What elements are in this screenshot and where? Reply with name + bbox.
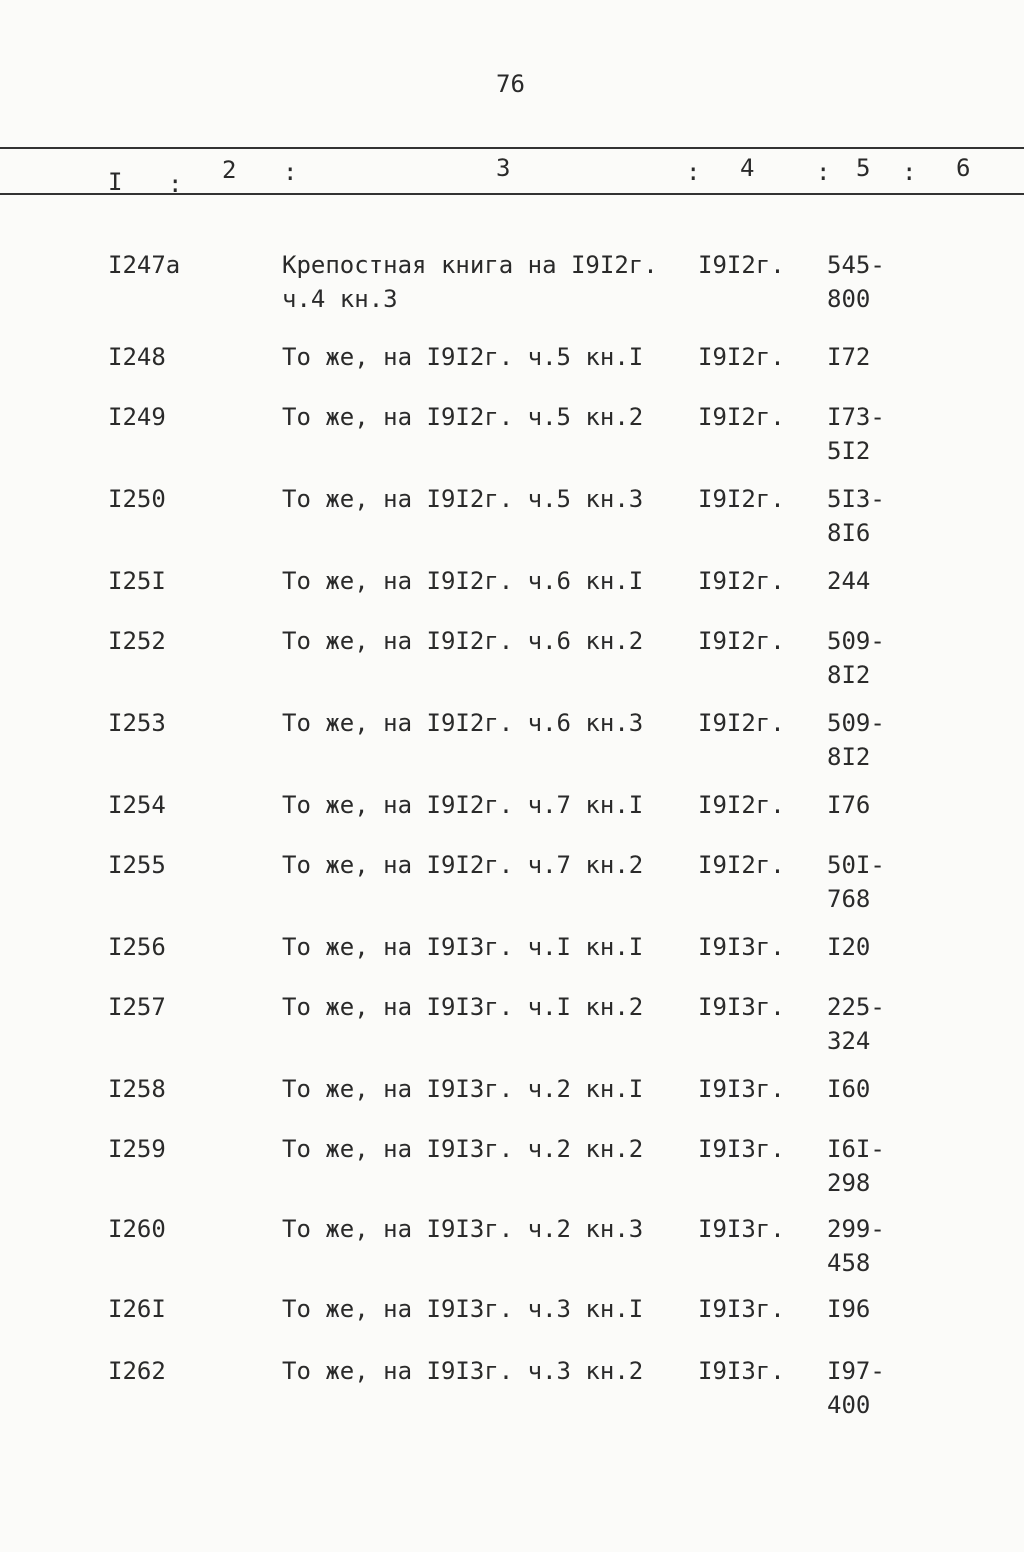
record-pages-line: 299- — [827, 1215, 885, 1243]
record-title-line: То же, на I9I2г. ч.6 кн.3 — [282, 709, 644, 737]
record-date: I9I3г. — [698, 1215, 785, 1243]
record-title-line: То же, на I9I3г. ч.2 кн.2 — [282, 1135, 644, 1163]
record-pages-line: I96 — [827, 1295, 871, 1323]
page-number: 76 — [496, 70, 525, 98]
record-pages-line: 8I6 — [827, 519, 871, 547]
record-pages — [827, 848, 885, 916]
record-pages-line: 458 — [827, 1249, 871, 1277]
record-pages-line: 509- — [827, 709, 885, 737]
record-pages-line: 509- — [827, 627, 885, 655]
header-separator: : — [816, 158, 831, 186]
record-title-line: То же, на I9I2г. ч.7 кн.I — [282, 791, 644, 819]
record-pages — [827, 482, 885, 550]
header-separator: : — [168, 170, 183, 198]
record-title-line: То же, на I9I2г. ч.5 кн.3 — [282, 485, 644, 513]
record-date: I9I2г. — [698, 251, 785, 279]
record-pages-line: 5I3- — [827, 485, 885, 513]
record-title-line: То же, на I9I2г. ч.5 кн.I — [282, 343, 644, 371]
record-title — [282, 400, 643, 434]
record-number: I25I — [108, 567, 166, 595]
record-number: I253 — [108, 709, 166, 737]
record-title-line: То же, на I9I3г. ч.3 кн.2 — [282, 1357, 644, 1385]
header-col-2: 2 — [222, 156, 237, 184]
record-pages-line: 545- — [827, 251, 885, 279]
record-pages-line: 8I2 — [827, 661, 871, 689]
header-col-5: 5 — [856, 154, 871, 182]
record-title-line: Крепостная книга на I9I2г. — [282, 251, 658, 279]
record-title-line: То же, на I9I3г. ч.2 кн.I — [282, 1075, 644, 1103]
record-title — [282, 1212, 643, 1246]
record-title — [282, 624, 643, 658]
record-date: I9I2г. — [698, 627, 785, 655]
record-title-line: То же, на I9I2г. ч.7 кн.2 — [282, 851, 644, 879]
record-number: I248 — [108, 343, 166, 371]
record-title — [282, 1072, 643, 1106]
record-date: I9I2г. — [698, 851, 785, 879]
record-pages — [827, 1292, 870, 1326]
record-title — [282, 1354, 643, 1388]
record-pages — [827, 1072, 870, 1106]
record-date: I9I2г. — [698, 343, 785, 371]
record-title — [282, 1132, 643, 1166]
record-pages-line: 768 — [827, 885, 871, 913]
record-date: I9I3г. — [698, 1357, 785, 1385]
header-separator: : — [686, 158, 701, 186]
record-pages — [827, 706, 885, 774]
header-col-3: 3 — [496, 154, 511, 182]
record-pages — [827, 1354, 885, 1422]
record-number: I254 — [108, 791, 166, 819]
header-col-6: 6 — [956, 154, 971, 182]
header-separator: : — [902, 158, 917, 186]
record-pages-line: 5I2 — [827, 437, 871, 465]
record-pages — [827, 340, 870, 374]
record-date: I9I3г. — [698, 1295, 785, 1323]
record-pages — [827, 400, 885, 468]
record-pages-line: 400 — [827, 1391, 871, 1419]
record-title — [282, 706, 643, 740]
record-pages — [827, 564, 870, 598]
record-title — [282, 482, 643, 516]
record-number: I258 — [108, 1075, 166, 1103]
record-pages — [827, 1212, 885, 1280]
record-number: I256 — [108, 933, 166, 961]
record-number: I255 — [108, 851, 166, 879]
record-number: I259 — [108, 1135, 166, 1163]
record-number: I252 — [108, 627, 166, 655]
record-title-line: То же, на I9I2г. ч.6 кн.2 — [282, 627, 644, 655]
record-pages — [827, 930, 870, 964]
record-number: I257 — [108, 993, 166, 1021]
record-date: I9I2г. — [698, 709, 785, 737]
record-date: I9I2г. — [698, 791, 785, 819]
record-pages-line: 324 — [827, 1027, 871, 1055]
record-pages-line: I60 — [827, 1075, 871, 1103]
record-number: I247a — [108, 251, 181, 279]
record-pages-line: I6I- — [827, 1135, 885, 1163]
record-number: I250 — [108, 485, 166, 513]
record-pages-line: I20 — [827, 933, 871, 961]
record-title-line: ч.4 кн.3 — [282, 285, 398, 313]
record-pages — [827, 624, 885, 692]
record-title — [282, 1292, 643, 1326]
record-pages — [827, 248, 885, 316]
record-date: I9I2г. — [698, 567, 785, 595]
header-col-1: I — [108, 168, 123, 196]
record-number: I260 — [108, 1215, 166, 1243]
record-title-line: То же, на I9I3г. ч.2 кн.3 — [282, 1215, 644, 1243]
record-number: I262 — [108, 1357, 166, 1385]
record-pages-line: I73- — [827, 403, 885, 431]
record-pages-line: I72 — [827, 343, 871, 371]
header-separator: : — [283, 158, 298, 186]
record-pages-line: 225- — [827, 993, 885, 1021]
record-title-line: То же, на I9I3г. ч.I кн.2 — [282, 993, 644, 1021]
record-pages-line: I76 — [827, 791, 871, 819]
record-title — [282, 564, 643, 598]
record-title — [282, 248, 658, 316]
record-title-line: То же, на I9I2г. ч.6 кн.I — [282, 567, 644, 595]
record-title — [282, 848, 643, 882]
record-date: I9I2г. — [698, 403, 785, 431]
record-date: I9I2г. — [698, 485, 785, 513]
record-title — [282, 930, 643, 964]
record-title-line: То же, на I9I2г. ч.5 кн.2 — [282, 403, 644, 431]
record-date: I9I3г. — [698, 1135, 785, 1163]
record-date: I9I3г. — [698, 1075, 785, 1103]
record-pages-line: 800 — [827, 285, 871, 313]
record-title — [282, 340, 643, 374]
record-date: I9I3г. — [698, 993, 785, 1021]
record-pages — [827, 788, 870, 822]
header-col-4: 4 — [740, 154, 755, 182]
record-pages-line: 298 — [827, 1169, 871, 1197]
record-pages-line: 50I- — [827, 851, 885, 879]
record-number: I26I — [108, 1295, 166, 1323]
record-title-line: То же, на I9I3г. ч.3 кн.I — [282, 1295, 644, 1323]
record-pages — [827, 1132, 885, 1200]
record-title — [282, 788, 643, 822]
record-number: I249 — [108, 403, 166, 431]
record-title — [282, 990, 643, 1024]
record-pages — [827, 990, 885, 1058]
record-pages-line: I97- — [827, 1357, 885, 1385]
record-pages-line: 244 — [827, 567, 871, 595]
record-title-line: То же, на I9I3г. ч.I кн.I — [282, 933, 644, 961]
record-pages-line: 8I2 — [827, 743, 871, 771]
record-date: I9I3г. — [698, 933, 785, 961]
